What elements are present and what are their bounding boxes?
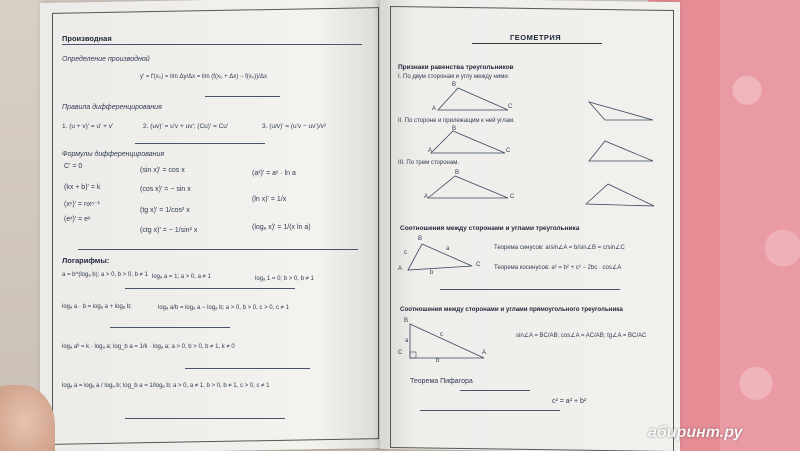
vertex-label: B [455,170,460,176]
vertex-label: B [404,318,409,324]
general-triangle [402,236,482,276]
vertex-label: B [452,126,457,132]
formula-exp-e: (eˣ)' = eˣ [64,216,91,223]
log-rule-2: logₐ a = 1; a > 0, a ≠ 1 [152,274,211,280]
right-triangle [402,318,492,364]
side-label: c [404,250,407,256]
vertex-label: B [452,82,457,88]
formula-tg: (tg x)' = 1/cos² x [140,207,190,214]
definition-label: Определение производной [62,56,150,63]
equality-heading: Признаки равенства треугольников [398,64,514,71]
formula-sin: (sin x)' = cos x [140,167,185,174]
log-rule-6: logₐ aᵏ = k · logₐ a; log_b a = 1/k · logₐ a; a > 0, b > 0, b ≠ 1, k ≠ 0 [62,344,235,350]
side-label: b [430,270,434,276]
triangle-1-copy [585,92,660,124]
vertex-label: A [398,266,403,272]
side-label: a [446,246,450,252]
formula-const: C' = 0 [64,163,83,170]
vertex-label: A [432,106,437,112]
log-rule-1: a = b^(logₐ b); a > 0, b > 0, b ≠ 1 [62,272,148,278]
divider [62,44,362,45]
vertex-label: C [508,104,513,110]
right-section-title: ГЕОМЕТРИЯ [510,33,562,42]
answer-line [125,288,295,289]
rule-2: 2. (uv)' = u'v + uv'; (Cu)' = Cu' [143,123,229,130]
vertex-label: A [482,350,487,356]
right-triangle-ratios: sin∠A = BC/AB; cos∠A = AC/AB; tg∠A = BC/AC [516,333,647,339]
answer-line [185,368,310,369]
log-rule-4: logₐ a · b = logₐ a + logₐ b; [62,304,132,310]
answer-line [420,410,560,411]
cosine-theorem: Теорема косинусов: a² = b² + c² − 2bc · cos∠A [494,265,622,271]
formula-exp-a: (aˣ)' = aˣ · ln a [252,170,296,177]
formula-power: (xⁿ)' = nxⁿ⁻¹ [64,201,101,208]
side-label: b [436,358,440,364]
triangle-2-copy [585,135,660,167]
formula-cos: (cos x)' = − sin x [140,186,191,193]
side-label: a [405,338,409,344]
equality-criterion-1: I. По двум сторонам и углу между ними. [398,74,510,80]
rules-label: Правила дифференцирования [62,104,162,111]
vertex-label: B [418,236,423,242]
pythagoras-label: Теорема Пифагора [410,378,473,385]
answer-line [135,143,265,144]
definition-formula: y' = f'(x₀) = lim Δy/Δx = lim (f(x₀ + Δx) − f(x₀))/Δx [140,74,267,80]
equality-criterion-2: II. По стороне и прилежащим к ней углам. [398,118,515,124]
formula-log: (logₐ x)' = 1/(x ln a) [252,224,311,231]
answer-line [125,418,285,419]
triangle-3 [420,170,515,202]
triangle-2 [425,125,515,157]
rule-3: 3. (u/v)' = (u'v − uv')/v² [262,123,327,130]
formula-linear: (kx + b)' = k [64,184,101,191]
answer-line [440,289,620,290]
watermark: абиринт.ру [648,424,743,441]
vertex-label: A [424,194,429,200]
rule-1: 1. (u + v)' = u' + v' [62,123,114,130]
right-triangle-heading: Соотношения между сторонами и углами прямоугольного треугольника [400,306,623,313]
sine-theorem: Теорема синусов: a/sin∠A = b/sin∠B = c/sin∠C [494,245,625,251]
log-rule-5: logₐ a/b = logₐ a − logₐ b; a > 0, b > 0, c > 0, c ≠ 1 [158,305,289,311]
triangle-3-copy [582,178,662,210]
relations-heading: Соотношения между сторонами и углами треугольника [400,225,580,232]
answer-line [460,390,530,391]
pythagoras-formula: c² = a² + b² [552,398,587,405]
answer-line [205,96,280,97]
cover-floral-pattern [720,0,800,451]
triangle-1 [430,82,520,114]
answer-line [78,249,358,250]
left-page-frame [52,7,379,445]
side-label: c [440,332,443,338]
vertex-label: C [510,194,515,200]
vertex-label: C [506,148,511,154]
formulas-label: Формулы дифференцирования [62,151,165,158]
formula-ln: (ln x)' = 1/x [252,196,287,203]
log-rule-7: logₐ a = logₐ a / logₐ b; log_b a = 1/logₐ b; a > 0, a ≠ 1, b > 0, b ≠ 1, c > 0, c ≠ 1 [62,383,270,389]
logs-label: Логарифмы: [62,256,110,265]
log-rule-3: logₐ 1 = 0; b > 0, b ≠ 1 [255,276,314,282]
formula-ctg: (ctg x)' = − 1/sin² x [140,227,198,234]
equality-criterion-3: III. По трем сторонам. [398,160,459,166]
vertex-label: C [476,262,481,268]
answer-line [110,327,230,328]
vertex-label: C [398,350,403,356]
left-section-title: Производная [62,34,112,43]
vertex-label: A [428,148,433,154]
